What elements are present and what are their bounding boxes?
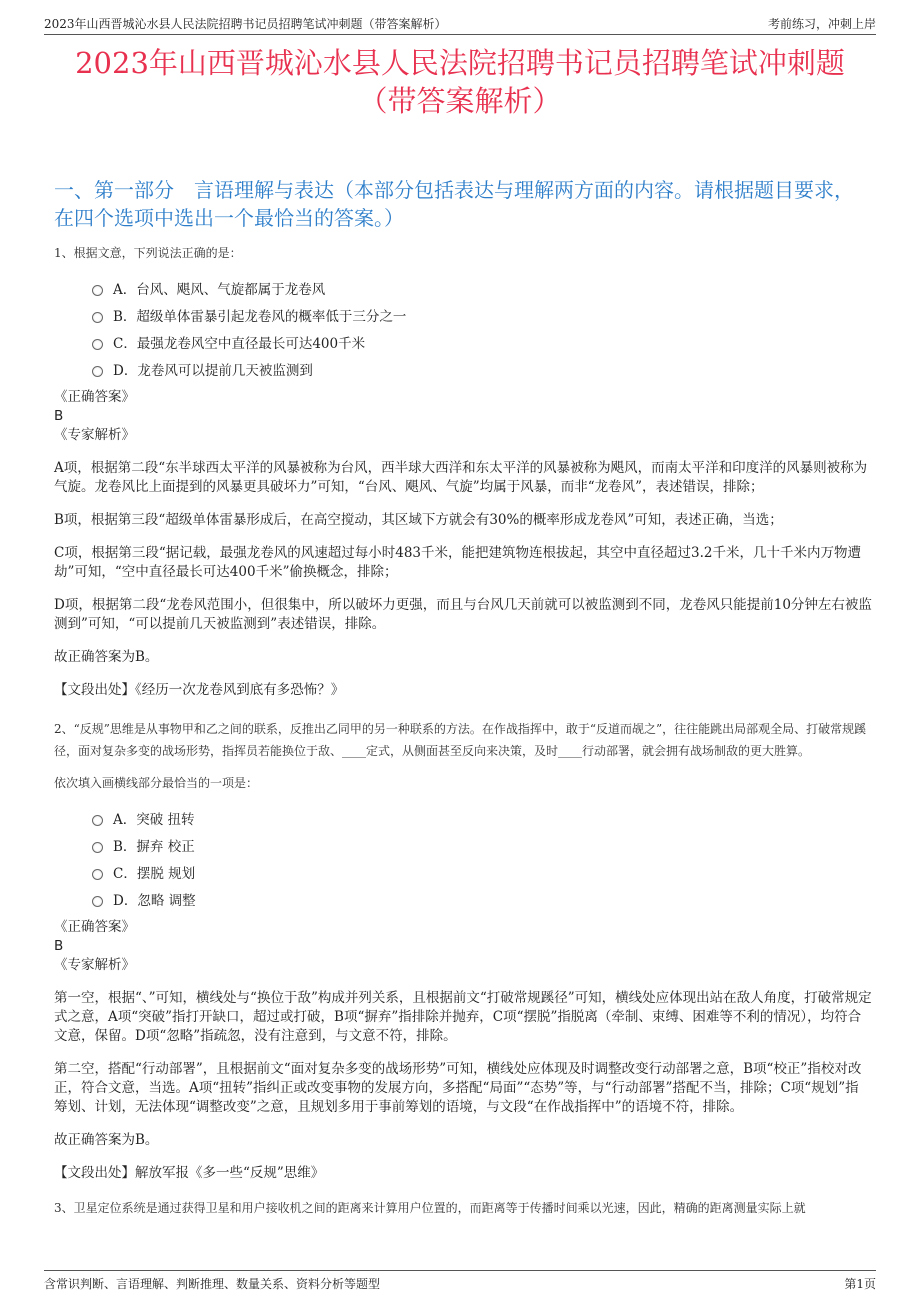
page-footer xyxy=(44,1270,876,1293)
option-a[interactable] xyxy=(92,804,872,831)
option-label: A．台风、飓风、气旋都属于龙卷风 xyxy=(113,281,326,298)
question-list xyxy=(54,242,872,1227)
radio-icon[interactable] xyxy=(92,366,103,377)
answer-label: 《正确答案》 xyxy=(54,389,135,405)
analysis-paragraph: B项，根据第三段“超级单体雷暴形成后，在高空搅动，其区域下方就会有30%的概率形成龙卷风”可知，表述正确，当选； xyxy=(54,512,783,528)
option-label: C．最强龙卷风空中直径最长可达400千米 xyxy=(113,335,366,352)
radio-icon[interactable] xyxy=(92,815,103,826)
option-label: B．超级单体雷暴引起龙卷风的概率低于三分之一 xyxy=(113,308,407,325)
question-2-stem: 2、“反规”思维是从事物甲和乙之间的联系，反推出乙同甲的另一种联系的方法。在作战指挥中，敢于“反道而觇之”，往往能跳出局部观全局、打破常规蹊径，面对复杂多变的战场形势，指挥员若能换位于敌、____定式，从侧面甚至反向来决策，及时____行动部署，就会拥有战场制敌的更大胜算。 xyxy=(54,722,867,758)
radio-icon[interactable] xyxy=(92,842,103,853)
option-label: D．忽略 调整 xyxy=(113,892,196,909)
option-c[interactable] xyxy=(92,858,872,885)
analysis-paragraph: D项，根据第二段“龙卷风范围小，但很集中，所以破坏力更强，而且与台风几天前就可以被监测到不同，龙卷风只能提前10分钟左右被监测到”可知，“可以提前几天被监测到”表述错误，排除。 xyxy=(54,597,872,632)
question-1-options xyxy=(92,274,872,382)
question-2-options xyxy=(92,804,872,912)
radio-icon[interactable] xyxy=(92,312,103,323)
analysis-paragraph: 第二空，搭配“行动部署”，且根据前文“面对复杂多变的战场形势”可知，横线处应体现及时调整改变行动部署之意，B项“校正”指校对改正，符合文意，当选。A项“扭转”指纠正或改变事物的发展方向，多搭配“局面”“态势”等，与“行动部署”搭配不当，排除；C项“规划”指筹划、计划，无法体现“调整改变”之意，且规划多用于事前筹划的语境，与文段“在作战指挥中”的语境不符，排除。 xyxy=(54,1061,862,1115)
answer-value: B xyxy=(54,938,64,954)
question-1 xyxy=(54,242,872,700)
footer-description: 含常识判断、言语理解、判断推理、数量关系、资料分析等题型 xyxy=(44,1276,381,1291)
source-citation: 【文段出处】解放军报《多一些“反规”思维》 xyxy=(54,1165,325,1181)
document-title xyxy=(40,44,880,120)
option-b[interactable] xyxy=(92,831,872,858)
final-answer: 故正确答案为B。 xyxy=(54,649,159,665)
answer-label: 《正确答案》 xyxy=(54,919,135,935)
question-3-stem: 3、卫星定位系统是通过获得卫星和用户接收机之间的距离来计算用户位置的，而距离等于传播时间乘以光速，因此，精确的距离测量实际上就 xyxy=(54,1201,806,1215)
radio-icon[interactable] xyxy=(92,339,103,350)
analysis-label: 《专家解析》 xyxy=(54,957,135,973)
question-3 xyxy=(54,1197,872,1219)
radio-icon[interactable] xyxy=(92,869,103,880)
document-title-line2: （带答案解析） xyxy=(358,84,562,118)
analysis-paragraph: 第一空，根据“、”可知，横线处与“换位于敌”构成并列关系，且根据前文“打破常规蹊径”可知，横线处应体现出站在敌人角度，打破常规定式之意，A项“突破”指打开缺口，超过或打破，B项“摒弃”指排除并抛弃，C项“摆脱”指脱离（牵制、束缚、困难等不利的情况），均符合文意，保留。D项“忽略”指疏忽，没有注意到，与文意不符，排除。 xyxy=(54,990,872,1044)
option-d[interactable] xyxy=(92,885,872,912)
document-title-line1: 2023年山西晋城沁水县人民法院招聘书记员招聘笔试冲刺题 xyxy=(75,46,845,80)
option-label: A．突破 扭转 xyxy=(113,811,195,828)
option-c[interactable] xyxy=(92,328,872,355)
radio-icon[interactable] xyxy=(92,285,103,296)
option-label: B．摒弃 校正 xyxy=(113,838,195,855)
header-slogan: 考前练习，冲刺上岸 xyxy=(767,17,876,31)
option-label: C．摆脱 规划 xyxy=(113,865,196,882)
section-title: 一、第一部分 言语理解与表达（本部分包括表达与理解两方面的内容。请根据题目要求，在四个选项中选出一个最恰当的答案。） xyxy=(54,178,854,230)
option-label: D．龙卷风可以提前几天被监测到 xyxy=(113,362,313,379)
answer-value: B xyxy=(54,408,64,424)
final-answer: 故正确答案为B。 xyxy=(54,1132,159,1148)
option-a[interactable] xyxy=(92,274,872,301)
source-citation: 【文段出处】《经历一次龙卷风到底有多恐怖？》 xyxy=(54,682,345,698)
analysis-paragraph: A项，根据第二段“东半球西太平洋的风暴被称为台风，西半球大西洋和东太平洋的风暴被称为飓风，而南太平洋和印度洋的风暴则被称为气旋。龙卷风比上面提到的风暴更具破坏力”可知，“台风、飓风、气旋”均属于风暴，而非“龙卷风”，表述错误，排除； xyxy=(54,460,868,495)
analysis-paragraph: C项，根据第三段“据记载，最强龙卷风的风速超过每小时483千米，能把建筑物连根拔起，其空中直径超过3.2千米，几十千米内万物遭劫”可知，“空中直径最长可达400千米”偷换概念，排除； xyxy=(54,545,861,580)
radio-icon[interactable] xyxy=(92,896,103,907)
header-doc-title: 2023年山西晋城沁水县人民法院招聘书记员招聘笔试冲刺题（带答案解析） xyxy=(44,17,447,31)
question-1-stem: 1、根据文意，下列说法正确的是： xyxy=(54,246,242,260)
page-header xyxy=(44,10,876,35)
option-d[interactable] xyxy=(92,355,872,382)
question-2 xyxy=(54,718,872,1183)
question-2-prompt: 依次填入画横线部分最恰当的一项是： xyxy=(54,776,259,790)
analysis-label: 《专家解析》 xyxy=(54,427,135,443)
option-b[interactable] xyxy=(92,301,872,328)
page-number: 第1页 xyxy=(844,1276,876,1291)
